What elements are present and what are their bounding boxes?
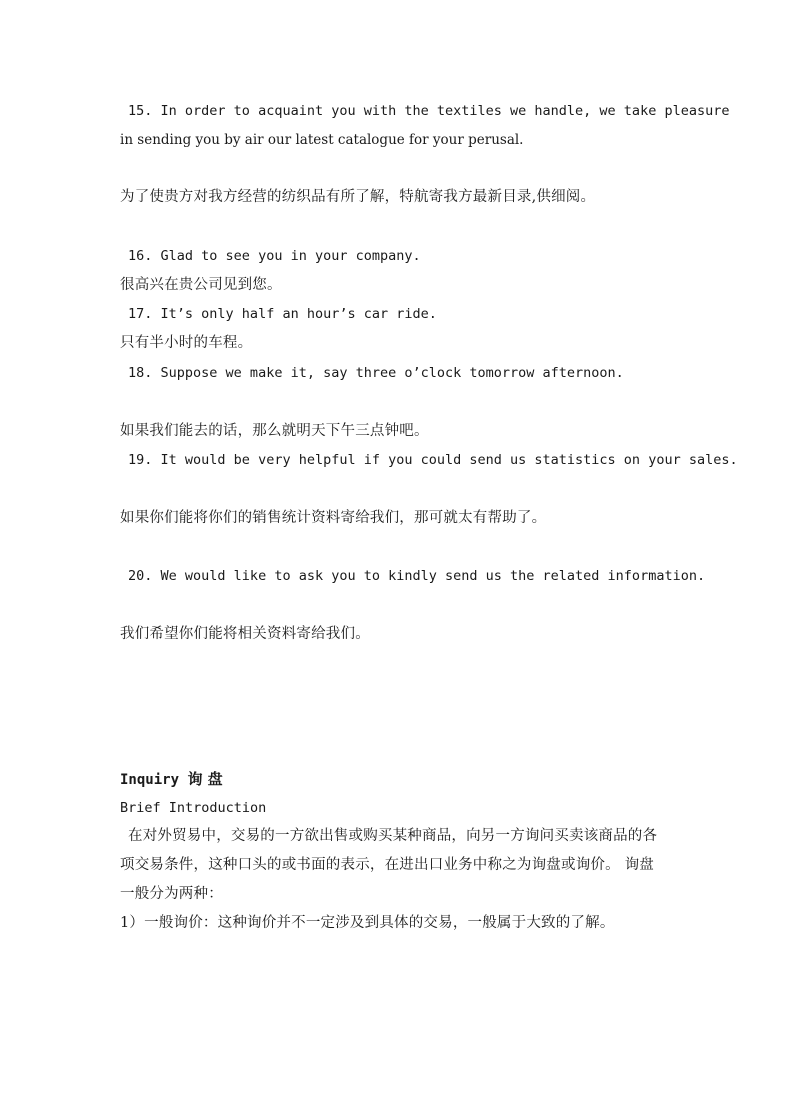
item-17-english: [120, 304, 720, 324]
item-19-chinese: 如果你们能将你们的销售统计资料寄给我们，那可就太有帮助了。: [120, 510, 547, 526]
item-15-chinese: 为了使贵方对我方经营的纺织品有所了解，特航寄我方最新目录,供细阅。: [120, 189, 596, 205]
item-20-english: [120, 566, 720, 586]
item-18-english: [120, 363, 720, 383]
item-18-chinese: 如果我们能去的话，那么就明天下午三点钟吧。: [120, 423, 429, 439]
item-17-english-text: It’s only half an hour’s car ride.: [160, 306, 437, 322]
section-heading-chinese: 询 盘: [187, 770, 223, 788]
list-item-1: 1）一般询价：这种询价并不一定涉及到具体的交易，一般属于大致的了解。: [120, 915, 615, 931]
intro-paragraph-line-3: 一般分为两种：: [120, 886, 223, 902]
item-18-english-text: Suppose we make it, say three o’clock tomorrow afternoon.: [160, 365, 624, 381]
item-18-number: 18.: [128, 365, 153, 381]
item-20-english-text: We would like to ask you to kindly send us the related information.: [160, 568, 706, 584]
item-20-chinese: 我们希望你们能将相关资料寄给我们。: [120, 626, 370, 642]
intro-paragraph-line-2: 项交易条件，这种口头的或书面的表示，在进出口业务中称之为询盘或询价。 询盘: [120, 857, 655, 873]
item-20-number: 20.: [128, 568, 153, 584]
item-19-english: [120, 450, 738, 470]
item-19-number: 19.: [128, 452, 153, 468]
item-16-english: [120, 246, 720, 266]
item-19-english-text: It would be very helpful if you could send us statistics on your sales.: [160, 452, 738, 468]
section-heading-english: Inquiry: [120, 772, 180, 788]
item-15-english-line-1: [120, 101, 730, 121]
item-16-chinese: 很高兴在贵公司见到您。: [120, 277, 282, 293]
intro-paragraph-line-1: 在对外贸易中，交易的一方欲出售或购买某种商品，向另一方询问买卖该商品的各: [128, 828, 658, 844]
item-17-chinese: 只有半小时的车程。: [120, 335, 253, 351]
section-subtitle: Brief Introduction: [120, 800, 267, 816]
item-16-english-text: Glad to see you in your company.: [160, 248, 421, 264]
section-heading: [120, 769, 720, 790]
item-15-number: 15.: [128, 103, 153, 119]
item-15-english-line-2: in sending you by air our latest catalogue for your perusal.: [120, 132, 524, 148]
item-17-number: 17.: [128, 306, 153, 322]
item-16-number: 16.: [128, 248, 153, 264]
item-15-english-text: In order to acquaint you with the textiles we handle, we take pleasure: [160, 103, 730, 119]
